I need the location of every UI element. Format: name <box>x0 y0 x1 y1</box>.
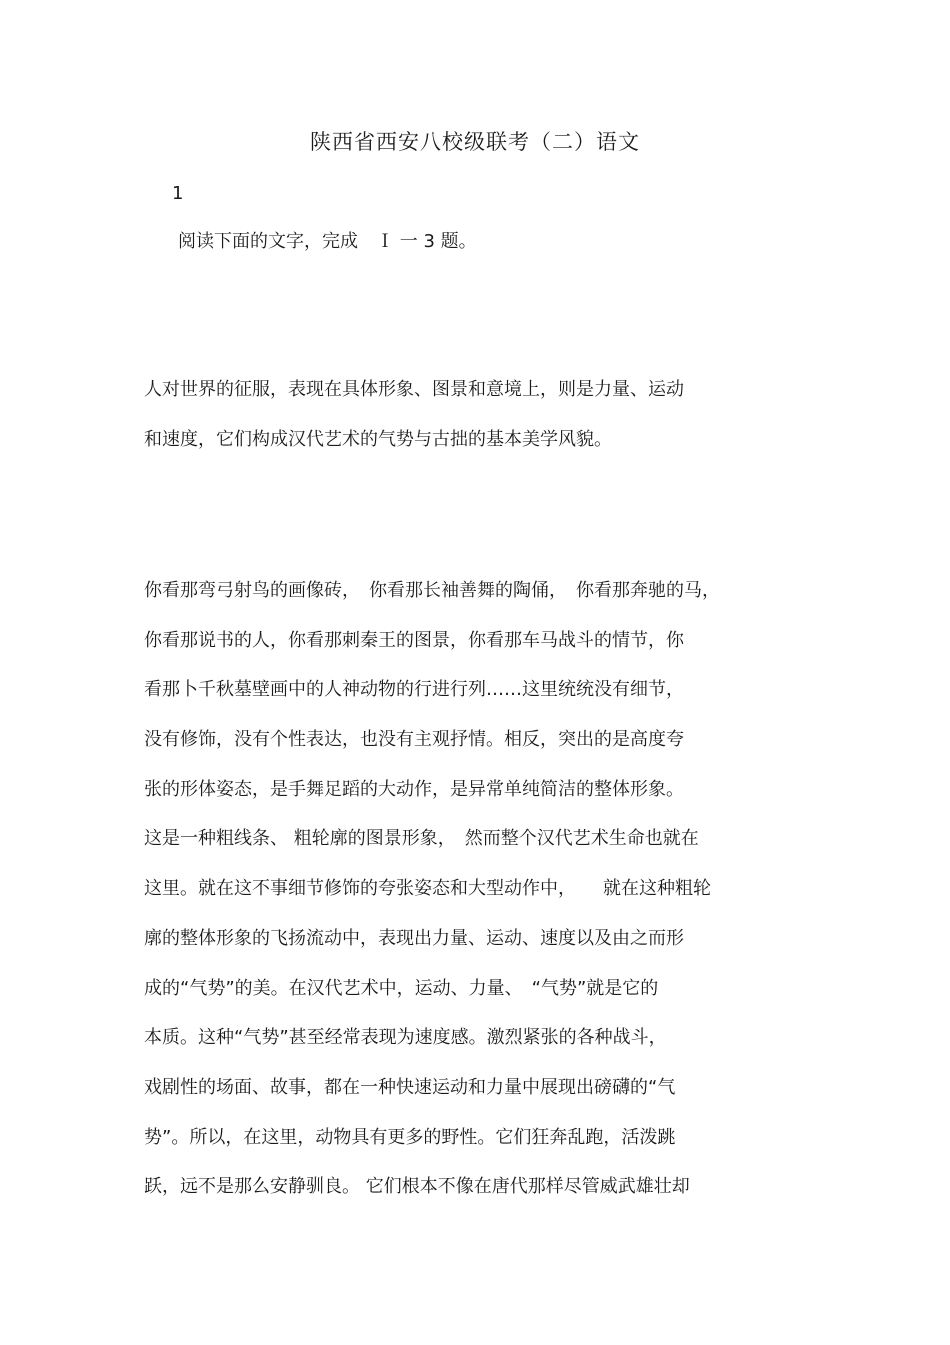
paragraph-1 <box>144 376 844 476</box>
paragraph-line: 和速度，它们构成汉代艺术的气势与古拙的基本美学风貌。 <box>144 429 612 450</box>
paragraph-2 <box>144 577 844 1223</box>
paragraph-line: 你看那说书的人，你看那刺秦王的图景，你看那车马战斗的情节，你 <box>144 629 684 651</box>
paragraph-line: 看那卜千秋墓壁画中的人神动物的行进行列……这里统统没有细节， <box>144 679 684 701</box>
paragraph-line: 戏剧性的场面、故事，都在一种快速运动和力量中展现出磅礴的“气 <box>144 1076 676 1098</box>
paragraph-line: 没有修饰，没有个性表达，也没有主观抒情。相反，突出的是高度夸 <box>144 729 684 751</box>
paragraph-line: 这里。就在这不事细节修饰的夸张姿态和大型动作中， 就在这种粗轮 <box>144 878 711 900</box>
paragraph-line: 跃，远不是那么安静驯良。 它们根本不像在唐代那样尽管威武雄壮却 <box>144 1176 690 1198</box>
paragraph-line: 人对世界的征服，表现在具体形象、图景和意境上，则是力量、运动 <box>144 379 684 400</box>
reading-instruction: 阅读下面的文字，完成 Ｉ 一 3 题。 <box>178 231 477 252</box>
paragraph-line: 廓的整体形象的飞扬流动中，表现出力量、运动、速度以及由之而形 <box>144 927 684 949</box>
document-title: 陕西省西安八校级联考（二）语文 <box>310 130 640 154</box>
question-number: 1 <box>172 183 184 204</box>
paragraph-line: 成的“气势”的美。在汉代艺术中，运动、力量、 “气势”就是它的 <box>144 977 659 999</box>
paragraph-line: 张的形体姿态，是手舞足蹈的大动作，是异常单纯简洁的整体形象。 <box>144 778 684 800</box>
paragraph-line: 本质。这种“气势”甚至经常表现为速度感。激烈紧张的各种战斗， <box>144 1027 667 1049</box>
paragraph-line: 这是一种粗线条、 粗轮廓的图景形象， 然而整个汉代艺术生命也就在 <box>144 828 699 850</box>
paragraph-line: 你看那弯弓射鸟的画像砖， 你看那长袖善舞的陶俑， 你看那奔驰的马， <box>144 580 720 601</box>
paragraph-line: 势”。所以，在这里，动物具有更多的野性。它们狂奔乱跑，活泼跳 <box>144 1126 676 1148</box>
